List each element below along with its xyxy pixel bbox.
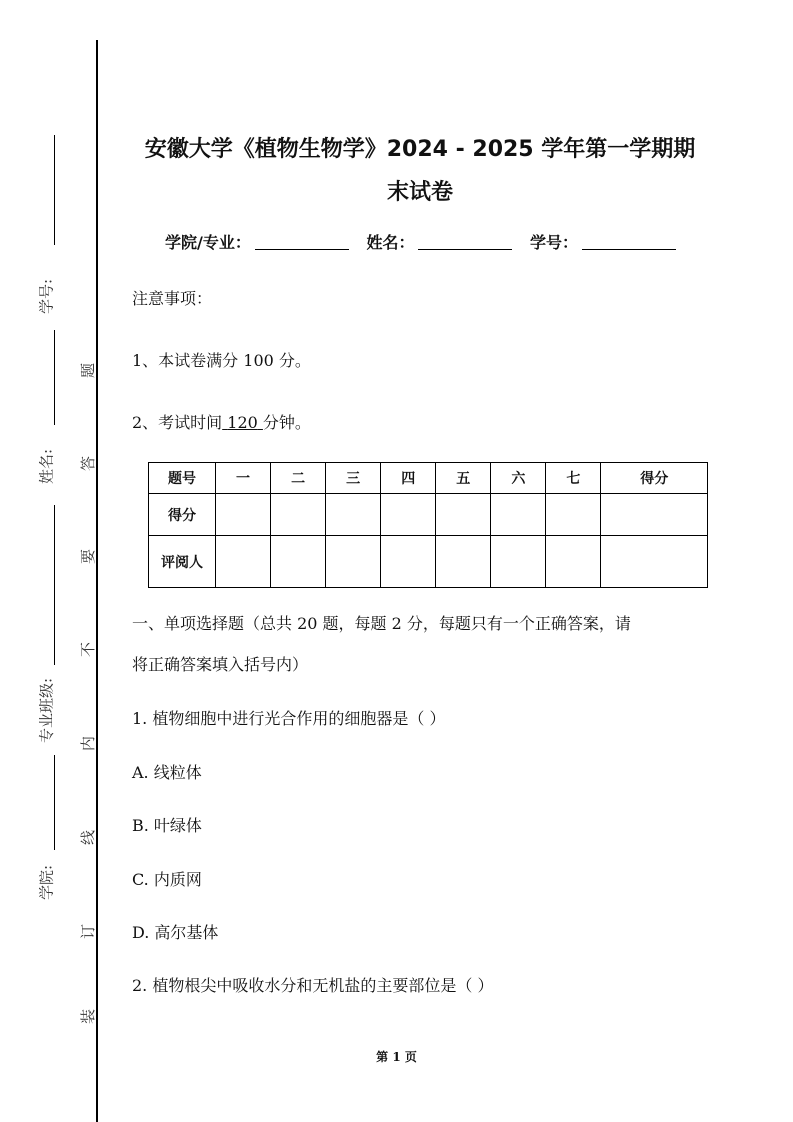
note-item <box>132 410 311 433</box>
note-item: 1、本试卷满分 100 分。 <box>132 351 311 370</box>
table-header-cell: 五 <box>436 463 491 494</box>
note-text: 分钟。 <box>262 413 311 432</box>
notes-heading: 注意事项： <box>132 289 213 308</box>
field-line <box>54 135 55 245</box>
table-row <box>149 494 708 536</box>
question-option: A. 线粒体 <box>132 763 202 782</box>
table-cell[interactable] <box>546 536 601 588</box>
binding-line <box>96 40 98 1122</box>
seal-char: 答 <box>79 455 98 472</box>
seal-char: 题 <box>79 362 98 379</box>
table-cell[interactable] <box>216 494 271 536</box>
table-header-cell: 一 <box>216 463 271 494</box>
table-header-cell: 六 <box>491 463 546 494</box>
exam-title: 安徽大学《植物生物学》2024 - 2025 学年第一学期期 <box>144 137 696 162</box>
name-blank[interactable] <box>418 233 512 250</box>
score-table <box>148 462 708 588</box>
table-cell[interactable] <box>271 494 326 536</box>
field-line <box>54 755 55 850</box>
seal-char: 不 <box>79 641 98 658</box>
student-info <box>165 230 688 253</box>
table-header-row <box>149 463 708 494</box>
table-row <box>149 536 708 588</box>
college-label: 学院: <box>37 864 56 901</box>
name-label: 姓名: <box>37 448 56 485</box>
seal-char: 订 <box>79 923 98 940</box>
seal-char: 线 <box>79 829 98 846</box>
table-cell[interactable] <box>601 494 708 536</box>
table-cell[interactable] <box>216 536 271 588</box>
table-cell[interactable] <box>601 536 708 588</box>
table-cell[interactable] <box>491 494 546 536</box>
table-header-cell: 得分 <box>601 463 708 494</box>
note-text: 2、考试时间 <box>132 413 223 432</box>
major-class-label: 专业班级: <box>37 677 56 744</box>
table-header-cell: 七 <box>546 463 601 494</box>
seal-char: 要 <box>79 548 98 565</box>
table-cell[interactable] <box>381 494 436 536</box>
row-label: 评阅人 <box>149 536 216 588</box>
table-cell[interactable] <box>546 494 601 536</box>
seal-char: 内 <box>79 735 98 752</box>
exam-title-cont: 末试卷 <box>386 180 453 205</box>
name-label: 姓名： <box>366 233 415 252</box>
table-cell[interactable] <box>436 494 491 536</box>
field-line <box>54 505 55 665</box>
id-blank[interactable] <box>582 233 676 250</box>
field-line <box>54 330 55 425</box>
section-title-cont: 将正确答案填入括号内） <box>132 655 309 674</box>
table-header-cell: 三 <box>326 463 381 494</box>
exam-duration-value: 120 <box>227 413 258 432</box>
table-cell[interactable] <box>326 536 381 588</box>
table-header-cell: 四 <box>381 463 436 494</box>
college-major-blank[interactable] <box>255 233 349 250</box>
college-major-label: 学院/专业： <box>165 233 251 252</box>
seal-char: 装 <box>79 1008 98 1025</box>
table-cell[interactable] <box>491 536 546 588</box>
question-stem: 2. 植物根尖中吸收水分和无机盐的主要部位是（ ） <box>132 976 494 995</box>
row-label: 得分 <box>149 494 216 536</box>
table-cell[interactable] <box>326 494 381 536</box>
table-header-cell: 题号 <box>149 463 216 494</box>
student-id-label: 学号: <box>37 278 56 315</box>
table-header-cell: 二 <box>271 463 326 494</box>
section-title: 一、单项选择题（总共 20 题，每题 2 分，每题只有一个正确答案，请 <box>132 614 631 633</box>
exam-duration <box>222 413 263 432</box>
page-number: 第 1 页 <box>376 1050 417 1064</box>
question-option: C. 内质网 <box>132 870 202 889</box>
question-option: B. 叶绿体 <box>132 816 202 835</box>
table-cell[interactable] <box>271 536 326 588</box>
id-label: 学号： <box>530 233 579 252</box>
table-cell[interactable] <box>436 536 491 588</box>
table-cell[interactable] <box>381 536 436 588</box>
question-stem: 1. 植物细胞中进行光合作用的细胞器是（ ） <box>132 709 446 728</box>
question-option: D. 高尔基体 <box>132 923 219 942</box>
